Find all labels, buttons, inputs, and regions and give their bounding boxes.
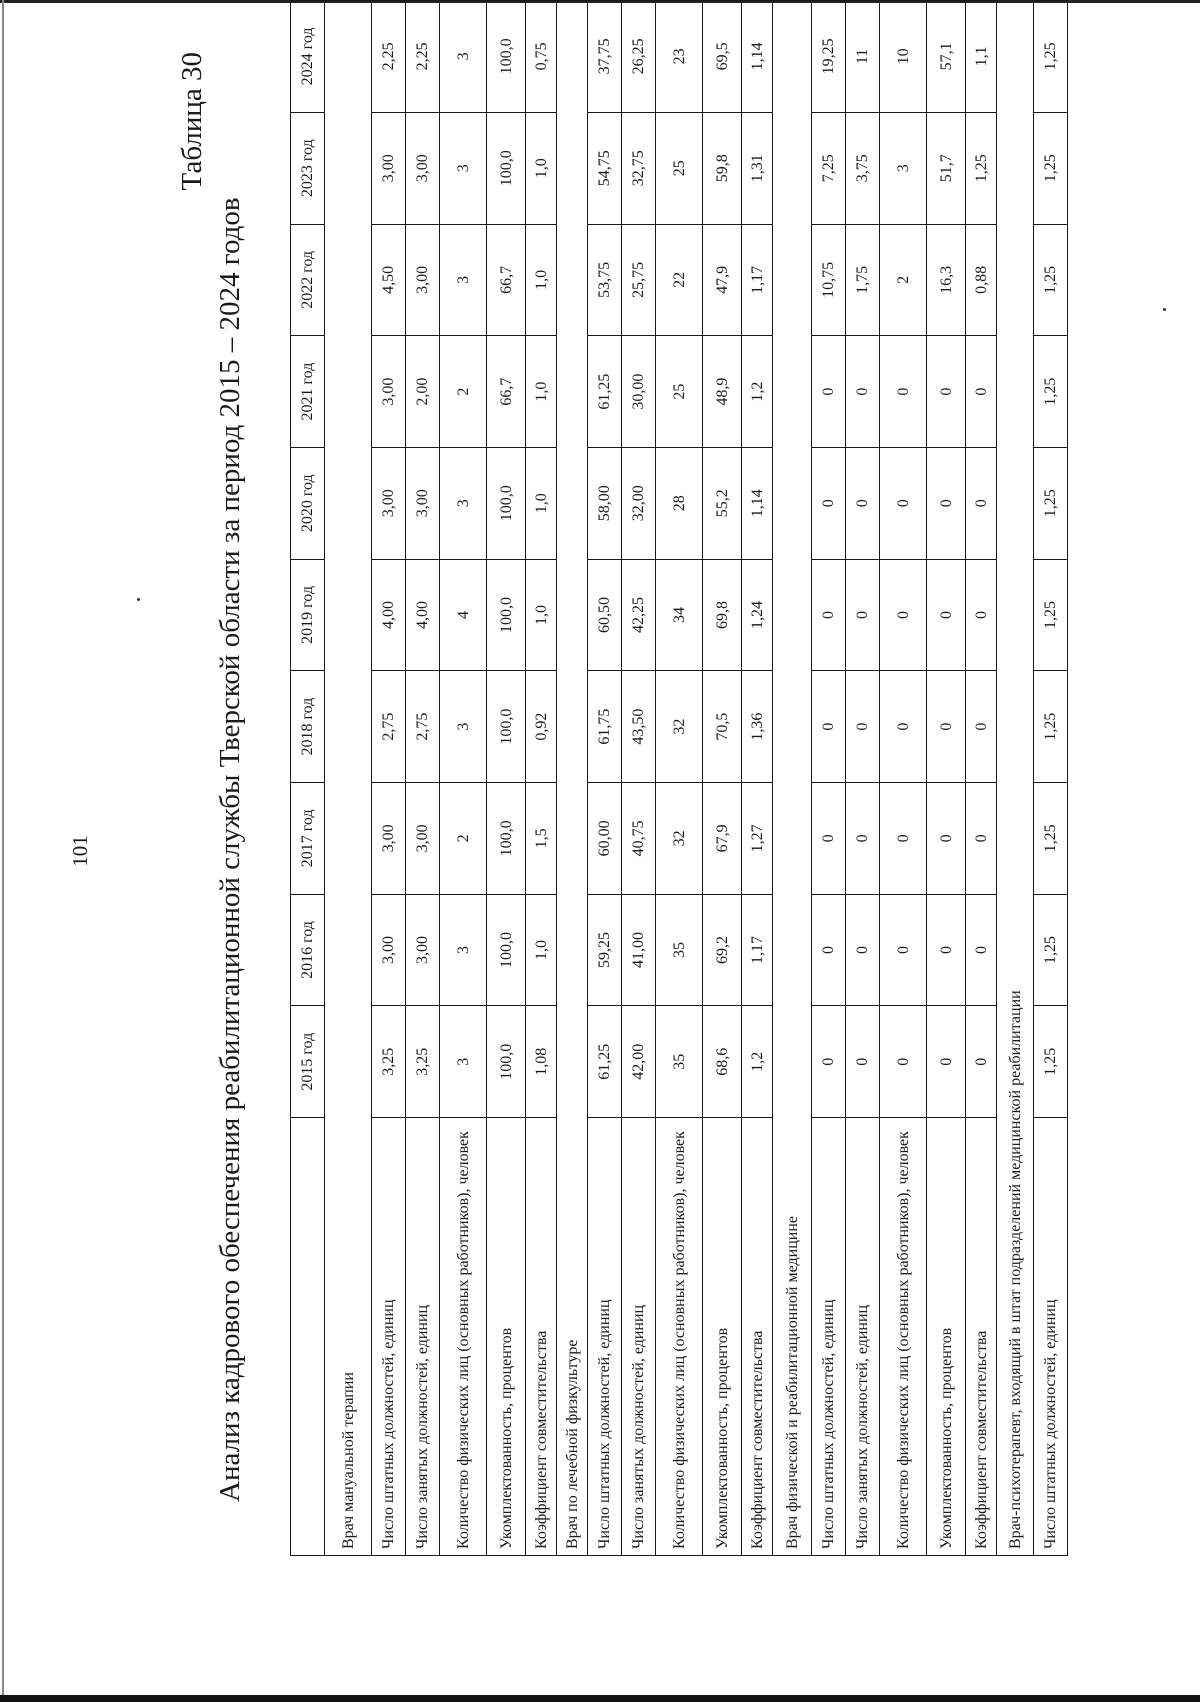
table-row (927, 1, 966, 1556)
table-row (966, 1, 997, 1556)
table-cell: 10,75 (812, 224, 846, 336)
table-cell: 25,75 (622, 224, 656, 336)
table-cell: 0 (846, 1006, 880, 1118)
table-row (1034, 1, 1068, 1556)
row-label: Укомплектованность, процентов (487, 1118, 526, 1556)
header-row (291, 1, 325, 1556)
table-cell: 1,27 (742, 782, 773, 894)
header-cell (291, 1118, 325, 1556)
table-cell: 100,0 (487, 559, 526, 671)
row-label: Коэффициент совместительства (526, 1118, 557, 1556)
section-row (325, 1, 372, 1556)
table-cell: 0 (966, 336, 997, 448)
section-row (997, 1, 1034, 1556)
table-row (742, 1, 773, 1556)
table-cell: 1,36 (742, 671, 773, 783)
table-cell: 0,92 (526, 671, 557, 783)
table-row (656, 1, 703, 1556)
table-cell: 16,3 (927, 224, 966, 336)
table-row (812, 1, 846, 1556)
table-row (622, 1, 656, 1556)
table-cell: 0 (927, 894, 966, 1006)
table-cell: 28 (656, 447, 703, 559)
table-cell: 0 (812, 1006, 846, 1118)
table-cell: 2,75 (406, 671, 440, 783)
table-cell: 0,75 (526, 1, 557, 113)
table-cell: 69,5 (703, 1, 742, 113)
table-cell: 3 (440, 447, 487, 559)
header-cell: 2017 год (291, 782, 325, 894)
table-cell: 0 (812, 447, 846, 559)
table-cell: 0 (966, 782, 997, 894)
table-cell: 1,25 (1034, 1, 1068, 113)
table-cell: 3 (440, 1006, 487, 1118)
table-cell: 0 (812, 336, 846, 448)
table-cell: 42,25 (622, 559, 656, 671)
table-cell: 0 (846, 894, 880, 1006)
section-row (773, 1, 812, 1556)
table-cell: 1,25 (1034, 559, 1068, 671)
table-cell: 2,00 (406, 336, 440, 448)
table-cell: 53,75 (588, 224, 622, 336)
table-cell: 3,00 (372, 112, 406, 224)
table-cell: 32,00 (622, 447, 656, 559)
table-cell: 1,25 (1034, 224, 1068, 336)
row-label: Коэффициент совместительства (742, 1118, 773, 1556)
table-cell: 59,25 (588, 894, 622, 1006)
table-cell: 3,00 (406, 782, 440, 894)
row-label: Число штатных должностей, единиц (588, 1118, 622, 1556)
table-cell: 1,75 (846, 224, 880, 336)
table-cell: 1,5 (526, 782, 557, 894)
table-cell: 35 (656, 894, 703, 1006)
table-cell: 25 (656, 112, 703, 224)
table-cell: 34 (656, 559, 703, 671)
section-title: Врач мануальной терапии (325, 1, 372, 1556)
page-number: 101 (68, 835, 92, 867)
table-cell: 1,1 (966, 1, 997, 113)
table-cell: 0 (880, 1006, 927, 1118)
table-cell: 0 (927, 1006, 966, 1118)
table-row (703, 1, 742, 1556)
row-label: Число штатных должностей, единиц (1034, 1118, 1068, 1556)
row-label: Количество физических лиц (основных работников), человек (440, 1118, 487, 1556)
table-cell: 100,0 (487, 447, 526, 559)
table-cell: 1,2 (742, 336, 773, 448)
table-cell: 1,25 (1034, 671, 1068, 783)
table-cell: 4,50 (372, 224, 406, 336)
table-row (487, 1, 526, 1556)
table-label: Таблица 30 (176, 52, 208, 191)
table-cell: 0 (846, 671, 880, 783)
table-cell: 3,00 (372, 894, 406, 1006)
header-cell: 2021 год (291, 336, 325, 448)
table-cell: 32 (656, 671, 703, 783)
table-cell: 70,5 (703, 671, 742, 783)
table-cell: 0 (846, 447, 880, 559)
table-cell: 100,0 (487, 894, 526, 1006)
table-cell: 60,50 (588, 559, 622, 671)
table-cell: 3,00 (372, 336, 406, 448)
table-cell: 0 (812, 559, 846, 671)
table-cell: 0 (966, 894, 997, 1006)
table-cell: 0 (880, 559, 927, 671)
table-cell: 3 (440, 112, 487, 224)
table-cell: 3,25 (372, 1006, 406, 1118)
table-cell: 55,2 (703, 447, 742, 559)
table-cell: 3 (440, 224, 487, 336)
table-cell: 61,75 (588, 671, 622, 783)
table-cell: 3,00 (406, 224, 440, 336)
table-cell: 47,9 (703, 224, 742, 336)
table-cell: 3 (440, 1, 487, 113)
table-title: Анализ кадрового обеспечения реабилитационной службы Тверской области за период 2015 – 2024 годов (214, 197, 246, 1502)
table-cell: 59,8 (703, 112, 742, 224)
table-cell: 100,0 (487, 1, 526, 113)
table-cell: 0 (846, 336, 880, 448)
row-label: Число штатных должностей, единиц (372, 1118, 406, 1556)
header-cell: 2023 год (291, 112, 325, 224)
table-cell: 35 (656, 1006, 703, 1118)
table-cell: 68,6 (703, 1006, 742, 1118)
table-cell: 0 (880, 336, 927, 448)
table-cell: 4 (440, 559, 487, 671)
table-cell: 1,14 (742, 447, 773, 559)
table-row (440, 1, 487, 1556)
table-cell: 4,00 (372, 559, 406, 671)
table-cell: 69,8 (703, 559, 742, 671)
table-cell: 1,0 (526, 336, 557, 448)
table-cell: 2 (440, 782, 487, 894)
table-cell: 0 (846, 559, 880, 671)
table-cell: 1,25 (966, 112, 997, 224)
table-cell: 3 (440, 671, 487, 783)
table-cell: 7,25 (812, 112, 846, 224)
table-cell: 0 (880, 894, 927, 1006)
table-cell: 4,00 (406, 559, 440, 671)
table-cell: 1,0 (526, 559, 557, 671)
header-cell: 2016 год (291, 894, 325, 1006)
table-cell: 1,0 (526, 447, 557, 559)
header-cell: 2024 год (291, 1, 325, 113)
table-cell: 1,25 (1034, 894, 1068, 1006)
table-cell: 67,9 (703, 782, 742, 894)
table-cell: 69,2 (703, 894, 742, 1006)
table-cell: 1,14 (742, 1, 773, 113)
row-label: Укомплектованность, процентов (927, 1118, 966, 1556)
row-label: Число занятых должностей, единиц (406, 1118, 440, 1556)
table-cell: 100,0 (487, 112, 526, 224)
table-cell: 0 (927, 559, 966, 671)
table-cell: 0 (927, 782, 966, 894)
table-cell: 2,75 (372, 671, 406, 783)
table-cell: 66,7 (487, 224, 526, 336)
table-cell: 32,75 (622, 112, 656, 224)
table-row (846, 1, 880, 1556)
table-body (325, 1, 1068, 1556)
table-cell: 43,50 (622, 671, 656, 783)
table-cell: 0 (880, 447, 927, 559)
table-cell: 1,2 (742, 1006, 773, 1118)
table-cell: 42,00 (622, 1006, 656, 1118)
row-label: Количество физических лиц (основных работников), человек (880, 1118, 927, 1556)
table-cell: 0 (812, 782, 846, 894)
header-cell: 2020 год (291, 447, 325, 559)
table-cell: 22 (656, 224, 703, 336)
table-cell: 100,0 (487, 1006, 526, 1118)
row-label: Число штатных должностей, единиц (812, 1118, 846, 1556)
table-cell: 0 (880, 782, 927, 894)
table-cell: 3 (880, 112, 927, 224)
table-cell: 1,17 (742, 224, 773, 336)
table-cell: 0 (927, 447, 966, 559)
table-cell: 1,25 (1034, 112, 1068, 224)
table-cell: 61,25 (588, 1006, 622, 1118)
header-cell: 2018 год (291, 671, 325, 783)
table-row (880, 1, 927, 1556)
table-cell: 1,0 (526, 894, 557, 1006)
table-row (526, 1, 557, 1556)
table-cell: 0 (966, 1006, 997, 1118)
table-cell: 51,7 (927, 112, 966, 224)
table-cell: 0 (812, 671, 846, 783)
table-cell: 3,00 (406, 112, 440, 224)
table-cell: 3,75 (846, 112, 880, 224)
row-label: Число занятых должностей, единиц (846, 1118, 880, 1556)
table-cell: 3,00 (372, 447, 406, 559)
table-cell: 100,0 (487, 671, 526, 783)
header-cell: 2022 год (291, 224, 325, 336)
table-cell: 3,00 (372, 782, 406, 894)
table-cell: 0,88 (966, 224, 997, 336)
table-cell: 32 (656, 782, 703, 894)
header-cell: 2015 год (291, 1006, 325, 1118)
table-cell: 1,24 (742, 559, 773, 671)
table-cell: 2 (880, 224, 927, 336)
table-cell: 1,08 (526, 1006, 557, 1118)
table-cell: 0 (966, 671, 997, 783)
table-cell: 26,25 (622, 1, 656, 113)
table-row (406, 1, 440, 1556)
table-cell: 1,31 (742, 112, 773, 224)
table-cell: 19,25 (812, 1, 846, 113)
table-cell: 3 (440, 894, 487, 1006)
staffing-table (290, 0, 1068, 1556)
table-cell: 41,00 (622, 894, 656, 1006)
table-cell: 1,25 (1034, 782, 1068, 894)
section-title: Врач по лечебной физкультуре (557, 1, 588, 1556)
section-row (557, 1, 588, 1556)
section-title: Врач-психотерапевт, входящий в штат подразделений медицинской реабилитации (997, 1, 1034, 1556)
table-cell: 3,00 (406, 894, 440, 1006)
table-cell: 1,25 (1034, 1006, 1068, 1118)
table-cell: 57,1 (927, 1, 966, 113)
table-cell: 10 (880, 1, 927, 113)
table-row (588, 1, 622, 1556)
table-cell: 40,75 (622, 782, 656, 894)
table-cell: 61,25 (588, 336, 622, 448)
table-cell: 100,0 (487, 782, 526, 894)
table-cell: 11 (846, 1, 880, 113)
table-cell: 0 (927, 671, 966, 783)
table-cell: 1,25 (1034, 336, 1068, 448)
table-cell: 37,75 (588, 1, 622, 113)
row-label: Количество физических лиц (основных работников), человек (656, 1118, 703, 1556)
table-cell: 25 (656, 336, 703, 448)
table-cell: 58,00 (588, 447, 622, 559)
row-label: Число занятых должностей, единиц (622, 1118, 656, 1556)
table-cell: 30,00 (622, 336, 656, 448)
header-cell: 2019 год (291, 559, 325, 671)
table-cell: 0 (846, 782, 880, 894)
table-cell: 0 (880, 671, 927, 783)
table-cell: 2,25 (372, 1, 406, 113)
table-cell: 60,00 (588, 782, 622, 894)
table-cell: 48,9 (703, 336, 742, 448)
table-cell: 3,00 (406, 447, 440, 559)
table-cell: 66,7 (487, 336, 526, 448)
row-label: Укомплектованность, процентов (703, 1118, 742, 1556)
table-cell: 23 (656, 1, 703, 113)
section-title: Врач физической и реабилитационной медицине (773, 1, 812, 1556)
table-cell: 0 (812, 894, 846, 1006)
table-cell: 1,0 (526, 112, 557, 224)
table-cell: 0 (966, 559, 997, 671)
table-cell: 2,25 (406, 1, 440, 113)
row-label: Коэффициент совместительства (966, 1118, 997, 1556)
table-cell: 0 (966, 447, 997, 559)
table-cell: 1,17 (742, 894, 773, 1006)
table-cell: 54,75 (588, 112, 622, 224)
table-row (372, 1, 406, 1556)
table-cell: 3,25 (406, 1006, 440, 1118)
table-cell: 2 (440, 336, 487, 448)
table-cell: 1,0 (526, 224, 557, 336)
table-cell: 0 (927, 336, 966, 448)
table-cell: 1,25 (1034, 447, 1068, 559)
